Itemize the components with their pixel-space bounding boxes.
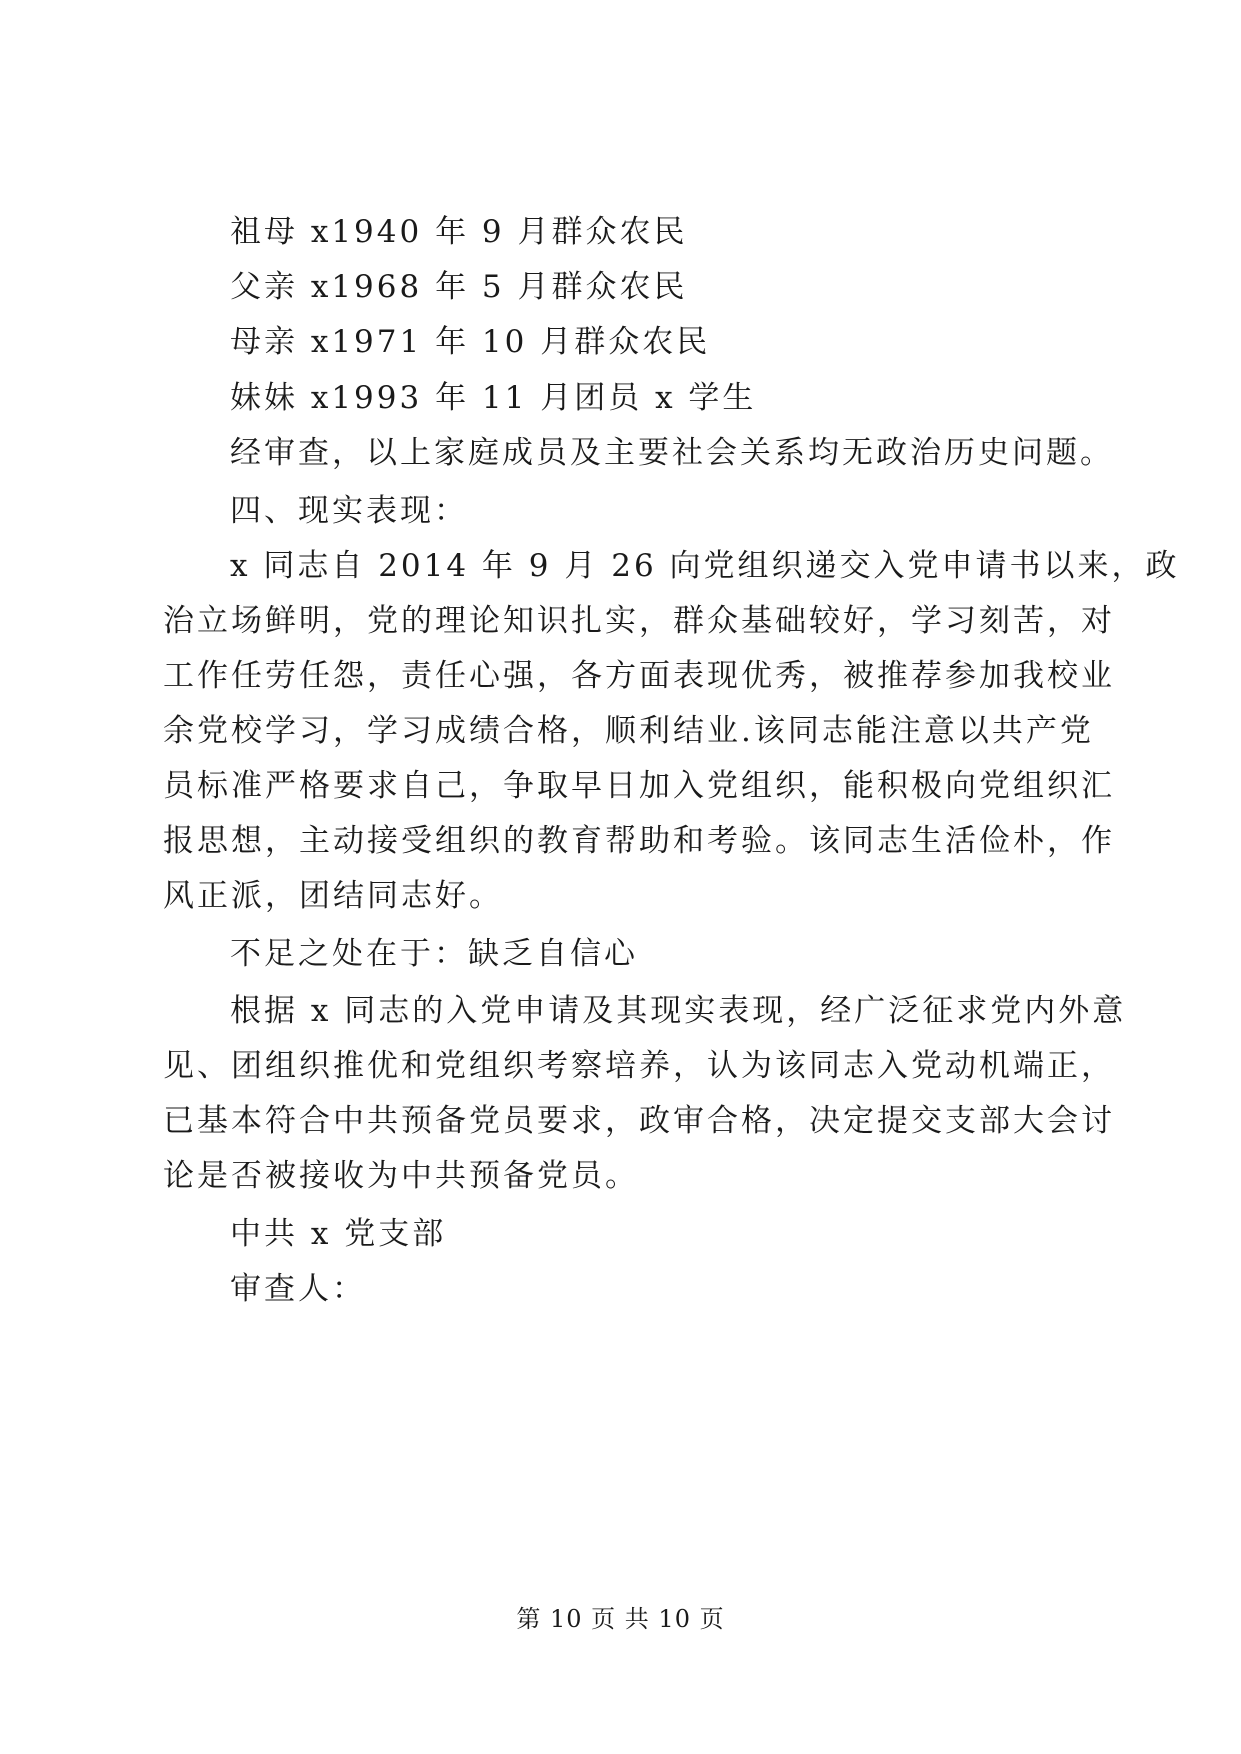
section-heading-performance: 四、现实表现： — [230, 493, 468, 529]
family-member-mother: 母亲 x1971 年 10 月群众农民 — [230, 324, 711, 360]
performance-paragraph-line: 报思想，主动接受组织的教育帮助和考验。该同志生活俭朴，作 — [163, 823, 1115, 859]
shortcoming-line: 不足之处在于：缺乏自信心 — [230, 936, 638, 972]
performance-paragraph-line: 工作任劳任怨，责任心强，各方面表现优秀，被推荐参加我校业 — [163, 658, 1115, 694]
reviewer-label: 审查人： — [230, 1271, 366, 1307]
decision-paragraph-line: 论是否被接收为中共预备党员。 — [163, 1158, 639, 1194]
family-member-father: 父亲 x1968 年 5 月群众农民 — [230, 269, 688, 305]
decision-paragraph-line: 根据 x 同志的入党申请及其现实表现，经广泛征求党内外意 — [230, 993, 1127, 1029]
performance-paragraph-line: 员标准严格要求自己，争取早日加入党组织，能积极向党组织汇 — [163, 768, 1115, 804]
performance-paragraph-line: 余党校学习，学习成绩合格，顺利结业.该同志能注意以共产党 — [163, 713, 1094, 749]
performance-paragraph-line: x 同志自 2014 年 9 月 26 向党组织递交入党申请书以来，政 — [230, 548, 1180, 584]
page-footer: 第 10 页 共 10 页 — [516, 1605, 725, 1633]
family-member-sister: 妹妹 x1993 年 11 月团员 x 学生 — [230, 380, 757, 416]
decision-paragraph-line: 见、团组织推优和党组织考察培养，认为该同志入党动机端正， — [163, 1048, 1115, 1084]
party-branch-name: 中共 x 党支部 — [230, 1216, 447, 1252]
performance-paragraph-line: 治立场鲜明，党的理论知识扎实，群众基础较好，学习刻苦，对 — [163, 603, 1115, 639]
decision-paragraph-line: 已基本符合中共预备党员要求，政审合格，决定提交支部大会讨 — [163, 1103, 1115, 1139]
family-member-grandmother: 祖母 x1940 年 9 月群众农民 — [230, 214, 688, 250]
performance-paragraph-line: 风正派，团结同志好。 — [163, 878, 503, 914]
review-conclusion: 经审查，以上家庭成员及主要社会关系均无政治历史问题。 — [230, 435, 1114, 471]
